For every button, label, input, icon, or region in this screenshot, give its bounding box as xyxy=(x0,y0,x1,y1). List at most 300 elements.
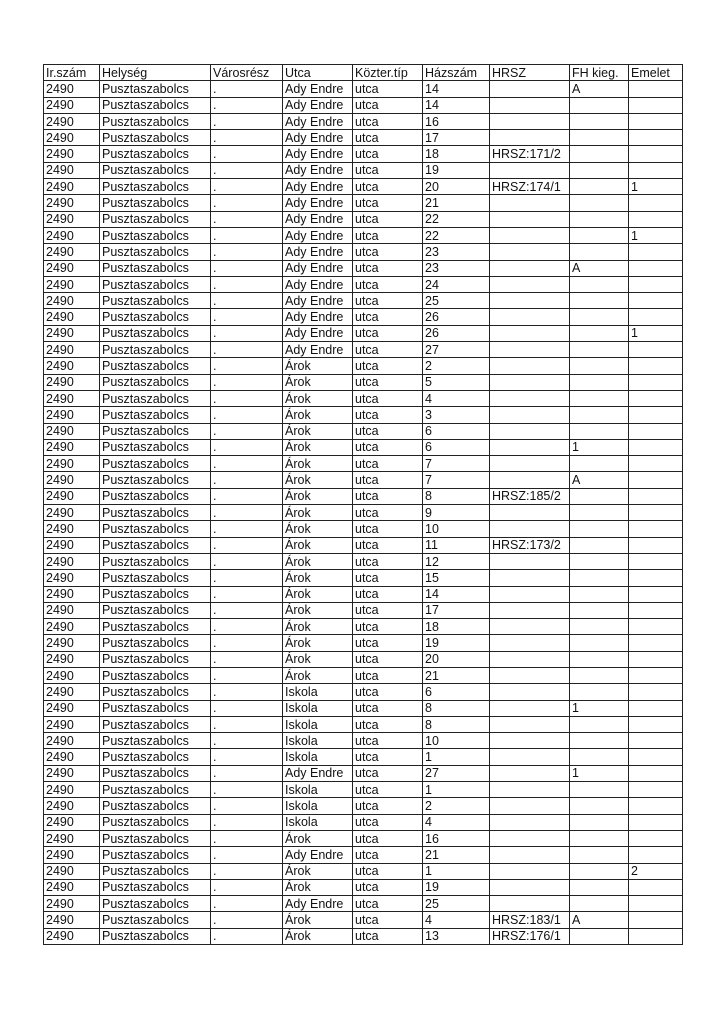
cell-floor xyxy=(629,358,683,374)
cell-lot-number xyxy=(490,260,570,276)
cell-street: Iskola xyxy=(283,749,353,765)
cell-locality: Pusztaszabolcs xyxy=(100,472,211,488)
cell-house-number: 3 xyxy=(423,407,490,423)
table-row xyxy=(44,374,683,390)
cell-street: Árok xyxy=(283,651,353,667)
cell-house-number: 1 xyxy=(423,782,490,798)
cell-lot-number: HRSZ:176/1 xyxy=(490,928,570,944)
cell-locality: Pusztaszabolcs xyxy=(100,667,211,683)
cell-street: Árok xyxy=(283,667,353,683)
cell-house-number: 13 xyxy=(423,928,490,944)
cell-street: Árok xyxy=(283,602,353,618)
table-row xyxy=(44,97,683,113)
cell-house-number: 11 xyxy=(423,537,490,553)
cell-locality: Pusztaszabolcs xyxy=(100,553,211,569)
cell-lot-number xyxy=(490,765,570,781)
cell-street: Iskola xyxy=(283,716,353,732)
cell-building-suffix xyxy=(570,570,629,586)
cell-lot-number xyxy=(490,733,570,749)
cell-lot-number xyxy=(490,374,570,390)
cell-locality: Pusztaszabolcs xyxy=(100,619,211,635)
table-row xyxy=(44,146,683,162)
table-row xyxy=(44,619,683,635)
cell-street: Árok xyxy=(283,358,353,374)
table-row xyxy=(44,733,683,749)
cell-district: . xyxy=(211,195,283,211)
cell-locality: Pusztaszabolcs xyxy=(100,146,211,162)
cell-house-number: 19 xyxy=(423,635,490,651)
cell-lot-number: HRSZ:185/2 xyxy=(490,488,570,504)
cell-district: . xyxy=(211,358,283,374)
cell-floor xyxy=(629,879,683,895)
cell-building-suffix xyxy=(570,553,629,569)
cell-building-suffix xyxy=(570,619,629,635)
cell-floor xyxy=(629,309,683,325)
cell-street-type: utca xyxy=(353,113,423,129)
cell-postal-code: 2490 xyxy=(44,309,100,325)
cell-locality: Pusztaszabolcs xyxy=(100,814,211,830)
cell-district: . xyxy=(211,113,283,129)
cell-floor xyxy=(629,537,683,553)
cell-house-number: 4 xyxy=(423,390,490,406)
cell-district: . xyxy=(211,423,283,439)
cell-postal-code: 2490 xyxy=(44,113,100,129)
cell-house-number: 22 xyxy=(423,211,490,227)
table-row xyxy=(44,521,683,537)
cell-district: . xyxy=(211,896,283,912)
cell-lot-number xyxy=(490,847,570,863)
cell-lot-number xyxy=(490,570,570,586)
cell-building-suffix: A xyxy=(570,81,629,97)
table-row xyxy=(44,390,683,406)
cell-street-type: utca xyxy=(353,619,423,635)
cell-district: . xyxy=(211,505,283,521)
cell-district: . xyxy=(211,521,283,537)
cell-street-type: utca xyxy=(353,537,423,553)
cell-postal-code: 2490 xyxy=(44,439,100,455)
cell-lot-number xyxy=(490,325,570,341)
cell-building-suffix: 1 xyxy=(570,700,629,716)
cell-street: Árok xyxy=(283,488,353,504)
cell-floor xyxy=(629,521,683,537)
cell-street-type: utca xyxy=(353,227,423,243)
cell-floor xyxy=(629,81,683,97)
table-row xyxy=(44,81,683,97)
cell-street-type: utca xyxy=(353,553,423,569)
cell-postal-code: 2490 xyxy=(44,667,100,683)
table-row xyxy=(44,309,683,325)
cell-district: . xyxy=(211,162,283,178)
cell-lot-number xyxy=(490,749,570,765)
cell-locality: Pusztaszabolcs xyxy=(100,505,211,521)
cell-street-type: utca xyxy=(353,602,423,618)
cell-building-suffix xyxy=(570,211,629,227)
cell-locality: Pusztaszabolcs xyxy=(100,830,211,846)
cell-locality: Pusztaszabolcs xyxy=(100,407,211,423)
cell-house-number: 16 xyxy=(423,830,490,846)
cell-street: Árok xyxy=(283,439,353,455)
cell-street-type: utca xyxy=(353,179,423,195)
table-row xyxy=(44,505,683,521)
cell-street-type: utca xyxy=(353,847,423,863)
cell-street: Ady Endre xyxy=(283,146,353,162)
cell-street: Árok xyxy=(283,505,353,521)
cell-building-suffix xyxy=(570,814,629,830)
cell-locality: Pusztaszabolcs xyxy=(100,716,211,732)
cell-building-suffix xyxy=(570,358,629,374)
cell-building-suffix xyxy=(570,684,629,700)
cell-locality: Pusztaszabolcs xyxy=(100,586,211,602)
cell-floor xyxy=(629,912,683,928)
cell-floor xyxy=(629,439,683,455)
cell-floor xyxy=(629,293,683,309)
cell-lot-number xyxy=(490,586,570,602)
cell-locality: Pusztaszabolcs xyxy=(100,358,211,374)
cell-street-type: utca xyxy=(353,928,423,944)
cell-building-suffix: 1 xyxy=(570,765,629,781)
cell-district: . xyxy=(211,260,283,276)
cell-locality: Pusztaszabolcs xyxy=(100,293,211,309)
cell-floor xyxy=(629,276,683,292)
cell-district: . xyxy=(211,830,283,846)
cell-house-number: 14 xyxy=(423,97,490,113)
cell-building-suffix xyxy=(570,847,629,863)
cell-street: Árok xyxy=(283,830,353,846)
cell-house-number: 2 xyxy=(423,798,490,814)
cell-postal-code: 2490 xyxy=(44,814,100,830)
cell-street: Árok xyxy=(283,928,353,944)
cell-lot-number xyxy=(490,309,570,325)
cell-house-number: 19 xyxy=(423,879,490,895)
cell-lot-number xyxy=(490,716,570,732)
cell-building-suffix xyxy=(570,586,629,602)
header-building-suffix: FH kieg. xyxy=(570,65,629,81)
cell-postal-code: 2490 xyxy=(44,97,100,113)
cell-street-type: utca xyxy=(353,390,423,406)
cell-street-type: utca xyxy=(353,586,423,602)
cell-house-number: 9 xyxy=(423,505,490,521)
cell-locality: Pusztaszabolcs xyxy=(100,782,211,798)
cell-locality: Pusztaszabolcs xyxy=(100,847,211,863)
cell-locality: Pusztaszabolcs xyxy=(100,798,211,814)
table-row xyxy=(44,700,683,716)
header-street: Utca xyxy=(283,65,353,81)
cell-building-suffix xyxy=(570,716,629,732)
cell-floor: 1 xyxy=(629,325,683,341)
cell-district: . xyxy=(211,374,283,390)
cell-house-number: 25 xyxy=(423,293,490,309)
cell-street: Árok xyxy=(283,863,353,879)
cell-street-type: utca xyxy=(353,521,423,537)
cell-district: . xyxy=(211,733,283,749)
cell-building-suffix: 1 xyxy=(570,439,629,455)
cell-street-type: utca xyxy=(353,896,423,912)
cell-district: . xyxy=(211,635,283,651)
table-row xyxy=(44,570,683,586)
cell-building-suffix xyxy=(570,830,629,846)
cell-lot-number: HRSZ:171/2 xyxy=(490,146,570,162)
cell-street-type: utca xyxy=(353,407,423,423)
cell-postal-code: 2490 xyxy=(44,325,100,341)
cell-building-suffix: A xyxy=(570,912,629,928)
cell-floor xyxy=(629,700,683,716)
cell-lot-number xyxy=(490,651,570,667)
cell-locality: Pusztaszabolcs xyxy=(100,863,211,879)
cell-locality: Pusztaszabolcs xyxy=(100,928,211,944)
cell-lot-number xyxy=(490,635,570,651)
cell-building-suffix xyxy=(570,97,629,113)
cell-building-suffix xyxy=(570,390,629,406)
cell-building-suffix xyxy=(570,749,629,765)
cell-district: . xyxy=(211,667,283,683)
cell-locality: Pusztaszabolcs xyxy=(100,130,211,146)
table-row xyxy=(44,227,683,243)
cell-street-type: utca xyxy=(353,716,423,732)
cell-lot-number xyxy=(490,407,570,423)
table-row xyxy=(44,342,683,358)
cell-lot-number xyxy=(490,505,570,521)
cell-lot-number: HRSZ:174/1 xyxy=(490,179,570,195)
table-row xyxy=(44,814,683,830)
cell-floor xyxy=(629,928,683,944)
table-row xyxy=(44,602,683,618)
cell-building-suffix xyxy=(570,113,629,129)
header-row xyxy=(44,65,683,81)
table-row xyxy=(44,716,683,732)
cell-locality: Pusztaszabolcs xyxy=(100,635,211,651)
cell-floor xyxy=(629,195,683,211)
cell-locality: Pusztaszabolcs xyxy=(100,179,211,195)
cell-lot-number xyxy=(490,244,570,260)
cell-floor xyxy=(629,456,683,472)
cell-locality: Pusztaszabolcs xyxy=(100,81,211,97)
cell-locality: Pusztaszabolcs xyxy=(100,374,211,390)
table-row xyxy=(44,912,683,928)
cell-street-type: utca xyxy=(353,570,423,586)
cell-postal-code: 2490 xyxy=(44,749,100,765)
cell-street-type: utca xyxy=(353,667,423,683)
cell-locality: Pusztaszabolcs xyxy=(100,309,211,325)
cell-street-type: utca xyxy=(353,276,423,292)
cell-house-number: 8 xyxy=(423,700,490,716)
cell-building-suffix xyxy=(570,798,629,814)
cell-lot-number xyxy=(490,162,570,178)
cell-district: . xyxy=(211,602,283,618)
cell-house-number: 17 xyxy=(423,602,490,618)
table-row xyxy=(44,113,683,129)
cell-building-suffix: A xyxy=(570,472,629,488)
cell-house-number: 12 xyxy=(423,553,490,569)
cell-postal-code: 2490 xyxy=(44,162,100,178)
table-row xyxy=(44,244,683,260)
cell-floor xyxy=(629,733,683,749)
cell-house-number: 6 xyxy=(423,684,490,700)
cell-street-type: utca xyxy=(353,423,423,439)
cell-house-number: 21 xyxy=(423,847,490,863)
cell-house-number: 20 xyxy=(423,651,490,667)
cell-street: Árok xyxy=(283,570,353,586)
cell-postal-code: 2490 xyxy=(44,570,100,586)
cell-locality: Pusztaszabolcs xyxy=(100,733,211,749)
cell-floor xyxy=(629,896,683,912)
cell-district: . xyxy=(211,798,283,814)
cell-locality: Pusztaszabolcs xyxy=(100,439,211,455)
cell-district: . xyxy=(211,293,283,309)
cell-postal-code: 2490 xyxy=(44,130,100,146)
cell-postal-code: 2490 xyxy=(44,488,100,504)
cell-lot-number xyxy=(490,456,570,472)
cell-lot-number xyxy=(490,667,570,683)
cell-street-type: utca xyxy=(353,830,423,846)
cell-street-type: utca xyxy=(353,293,423,309)
cell-postal-code: 2490 xyxy=(44,912,100,928)
cell-postal-code: 2490 xyxy=(44,505,100,521)
cell-floor xyxy=(629,716,683,732)
cell-lot-number xyxy=(490,814,570,830)
cell-house-number: 5 xyxy=(423,374,490,390)
cell-postal-code: 2490 xyxy=(44,211,100,227)
cell-floor xyxy=(629,244,683,260)
cell-street: Ady Endre xyxy=(283,276,353,292)
cell-lot-number xyxy=(490,521,570,537)
header-street-type: Közter.típ xyxy=(353,65,423,81)
table-row xyxy=(44,553,683,569)
cell-street: Árok xyxy=(283,456,353,472)
table-row xyxy=(44,684,683,700)
cell-floor xyxy=(629,505,683,521)
cell-floor xyxy=(629,553,683,569)
cell-building-suffix xyxy=(570,309,629,325)
cell-postal-code: 2490 xyxy=(44,619,100,635)
cell-building-suffix xyxy=(570,782,629,798)
cell-street: Ady Endre xyxy=(283,765,353,781)
cell-postal-code: 2490 xyxy=(44,765,100,781)
cell-district: . xyxy=(211,342,283,358)
cell-postal-code: 2490 xyxy=(44,456,100,472)
cell-house-number: 21 xyxy=(423,195,490,211)
cell-street: Ady Endre xyxy=(283,81,353,97)
cell-building-suffix xyxy=(570,374,629,390)
cell-street: Ady Endre xyxy=(283,162,353,178)
cell-postal-code: 2490 xyxy=(44,260,100,276)
cell-district: . xyxy=(211,325,283,341)
cell-lot-number xyxy=(490,782,570,798)
cell-locality: Pusztaszabolcs xyxy=(100,651,211,667)
cell-lot-number xyxy=(490,97,570,113)
cell-floor xyxy=(629,390,683,406)
cell-street: Iskola xyxy=(283,798,353,814)
table-row xyxy=(44,179,683,195)
table-row xyxy=(44,472,683,488)
cell-street: Ady Endre xyxy=(283,342,353,358)
cell-postal-code: 2490 xyxy=(44,407,100,423)
cell-postal-code: 2490 xyxy=(44,423,100,439)
table-row xyxy=(44,325,683,341)
header-postal-code: Ir.szám xyxy=(44,65,100,81)
cell-street-type: utca xyxy=(353,505,423,521)
cell-lot-number xyxy=(490,211,570,227)
cell-house-number: 6 xyxy=(423,423,490,439)
cell-house-number: 18 xyxy=(423,619,490,635)
cell-floor xyxy=(629,765,683,781)
cell-postal-code: 2490 xyxy=(44,651,100,667)
cell-locality: Pusztaszabolcs xyxy=(100,521,211,537)
cell-postal-code: 2490 xyxy=(44,928,100,944)
cell-street-type: utca xyxy=(353,374,423,390)
table-row xyxy=(44,847,683,863)
cell-street: Iskola xyxy=(283,814,353,830)
table-row xyxy=(44,928,683,944)
cell-street: Árok xyxy=(283,521,353,537)
cell-house-number: 15 xyxy=(423,570,490,586)
cell-district: . xyxy=(211,586,283,602)
table-row xyxy=(44,896,683,912)
cell-postal-code: 2490 xyxy=(44,227,100,243)
cell-street-type: utca xyxy=(353,733,423,749)
cell-building-suffix xyxy=(570,146,629,162)
table-row xyxy=(44,879,683,895)
cell-district: . xyxy=(211,439,283,455)
cell-locality: Pusztaszabolcs xyxy=(100,896,211,912)
cell-district: . xyxy=(211,472,283,488)
cell-street-type: utca xyxy=(353,814,423,830)
cell-locality: Pusztaszabolcs xyxy=(100,211,211,227)
address-table xyxy=(43,64,683,945)
cell-postal-code: 2490 xyxy=(44,244,100,260)
cell-floor xyxy=(629,260,683,276)
table-row xyxy=(44,162,683,178)
cell-district: . xyxy=(211,700,283,716)
cell-floor xyxy=(629,814,683,830)
cell-postal-code: 2490 xyxy=(44,602,100,618)
cell-street-type: utca xyxy=(353,798,423,814)
cell-street: Ady Endre xyxy=(283,244,353,260)
cell-street-type: utca xyxy=(353,684,423,700)
cell-postal-code: 2490 xyxy=(44,521,100,537)
cell-locality: Pusztaszabolcs xyxy=(100,700,211,716)
cell-house-number: 14 xyxy=(423,81,490,97)
cell-building-suffix xyxy=(570,879,629,895)
cell-street-type: utca xyxy=(353,309,423,325)
cell-postal-code: 2490 xyxy=(44,830,100,846)
cell-district: . xyxy=(211,749,283,765)
cell-street-type: utca xyxy=(353,651,423,667)
cell-street: Árok xyxy=(283,879,353,895)
cell-building-suffix xyxy=(570,244,629,260)
cell-street: Árok xyxy=(283,635,353,651)
table-row xyxy=(44,211,683,227)
cell-district: . xyxy=(211,276,283,292)
cell-street: Ady Endre xyxy=(283,227,353,243)
table-row xyxy=(44,293,683,309)
cell-building-suffix xyxy=(570,488,629,504)
cell-floor xyxy=(629,684,683,700)
cell-postal-code: 2490 xyxy=(44,146,100,162)
cell-lot-number xyxy=(490,896,570,912)
cell-district: . xyxy=(211,211,283,227)
cell-house-number: 8 xyxy=(423,488,490,504)
cell-floor xyxy=(629,586,683,602)
cell-lot-number xyxy=(490,700,570,716)
cell-house-number: 6 xyxy=(423,439,490,455)
cell-locality: Pusztaszabolcs xyxy=(100,879,211,895)
cell-locality: Pusztaszabolcs xyxy=(100,162,211,178)
cell-house-number: 17 xyxy=(423,130,490,146)
cell-building-suffix xyxy=(570,635,629,651)
cell-district: . xyxy=(211,814,283,830)
cell-locality: Pusztaszabolcs xyxy=(100,488,211,504)
cell-postal-code: 2490 xyxy=(44,537,100,553)
